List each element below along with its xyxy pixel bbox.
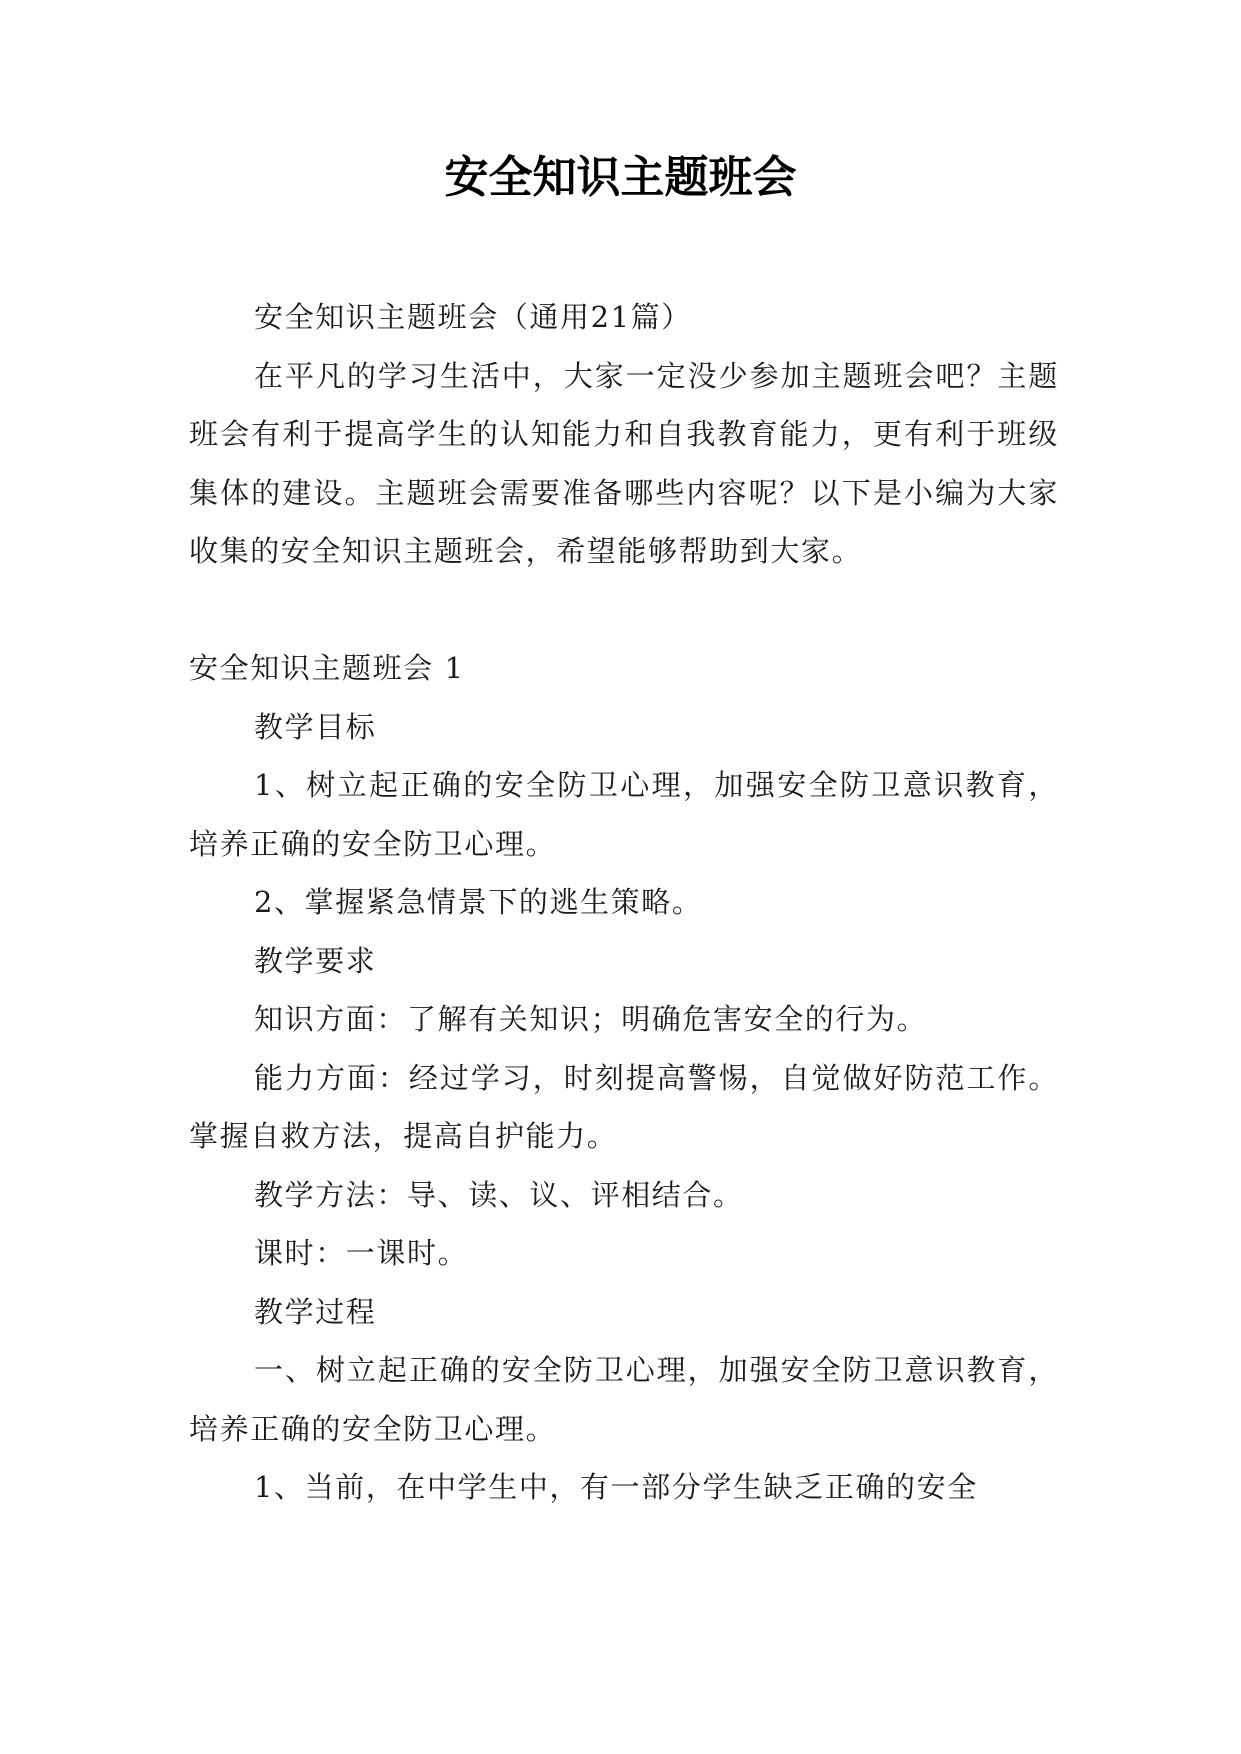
document-title: 安全知识主题班会 [444, 152, 797, 203]
paragraph-goal-2: 2、掌握紧急情景下的逃生策略。 [254, 885, 703, 919]
section-heading: 安全知识主题班会 1 [189, 651, 465, 685]
paragraph-knowledge: 知识方面：了解有关知识；明确危害安全的行为。 [254, 1002, 928, 1036]
document-subtitle: 安全知识主题班会（通用21篇） [254, 300, 692, 334]
paragraph-ability: 能力方面：经过学习，时刻提高警惕，自觉做好防范工作。掌握自救方法，提高自护能力。 [189, 1060, 1059, 1153]
paragraph-process-1-1: 1、当前，在中学生中，有一部分学生缺乏正确的安全 [254, 1470, 978, 1504]
paragraph-teaching-goals: 教学目标 [254, 709, 377, 744]
paragraph-teaching-requirements: 教学要求 [254, 943, 377, 978]
intro-paragraph: 在平凡的学习生活中，大家一定没少参加主题班会吧？主题班会有利于提高学生的认知能力和自我教育能力，更有利于班级集体的建设。主题班会需要准备哪些内容呢？以下是小编为大家收集的安全知识主题班会，希望能够帮助到大家。 [189, 358, 1059, 568]
document-body [189, 288, 1059, 1517]
paragraph-teaching-process: 教学过程 [254, 1294, 377, 1329]
paragraph-gap [189, 581, 1059, 640]
paragraph-method: 教学方法：导、读、议、评相结合。 [254, 1177, 744, 1212]
paragraph-process-1: 一、树立起正确的安全防卫心理，加强安全防卫意识教育，培养正确的安全防卫心理。 [189, 1353, 1059, 1446]
paragraph-goal-1: 1、树立起正确的安全防卫心理，加强安全防卫意识教育，培养正确的安全防卫心理。 [189, 768, 1059, 861]
paragraph-class-hours: 课时：一课时。 [254, 1236, 469, 1270]
